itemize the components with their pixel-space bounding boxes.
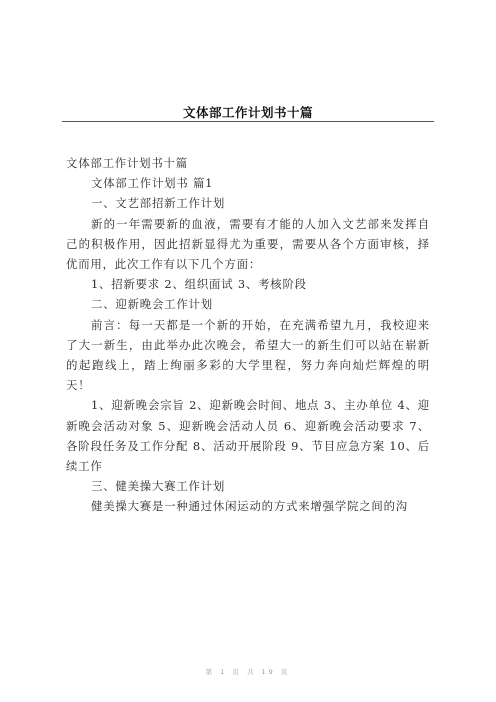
page-footer: 第 1 页 共 19 页 <box>205 668 291 676</box>
paragraph: 文体部工作计划书十篇 <box>66 156 188 170</box>
document-title: 文体部工作计划书十篇 <box>182 105 313 120</box>
section-heading: 二、迎新晚会工作计划 <box>91 297 213 312</box>
paragraph: 健美操大赛是一种通过休闲运动的方式来增强学院之间的沟 <box>91 499 408 514</box>
document-body <box>66 153 430 517</box>
paragraph: 文体部工作计划书 篇1 <box>91 176 214 191</box>
section-heading: 三、健美操大赛工作计划 <box>91 479 226 494</box>
section-heading: 一、文艺部招新工作计划 <box>91 196 226 211</box>
paragraph: 新的一年需要新的血液，需要有才能的人加入文艺部来发挥自己的积极作用，因此招新显得尤为重要，需要从各个方面审核，择优而用，此次工作有以下几个方面： <box>66 216 430 272</box>
title-divider <box>62 121 434 122</box>
paragraph: 1、招新要求 2、组织面试 3、考核阶段 <box>91 277 307 292</box>
paragraph: 1、迎新晚会宗旨 2、迎新晚会时间、地点 3、主办单位 4、迎新晚会活动对象 5、迎新晚会活动人员 6、迎新晚会活动要求 7、各阶段任务及工作分配 8、活动开展阶段 9、节目应急方案 10、后续工作 <box>66 398 430 474</box>
paragraph: 前言：每一天都是一个新的开始，在充满希望九月，我校迎来了大一新生，由此举办此次晚会，希望大一的新生们可以站在崭新的起跑线上，踏上绚丽多彩的大学里程，努力奔向灿烂辉煌的明天！ <box>66 317 430 393</box>
